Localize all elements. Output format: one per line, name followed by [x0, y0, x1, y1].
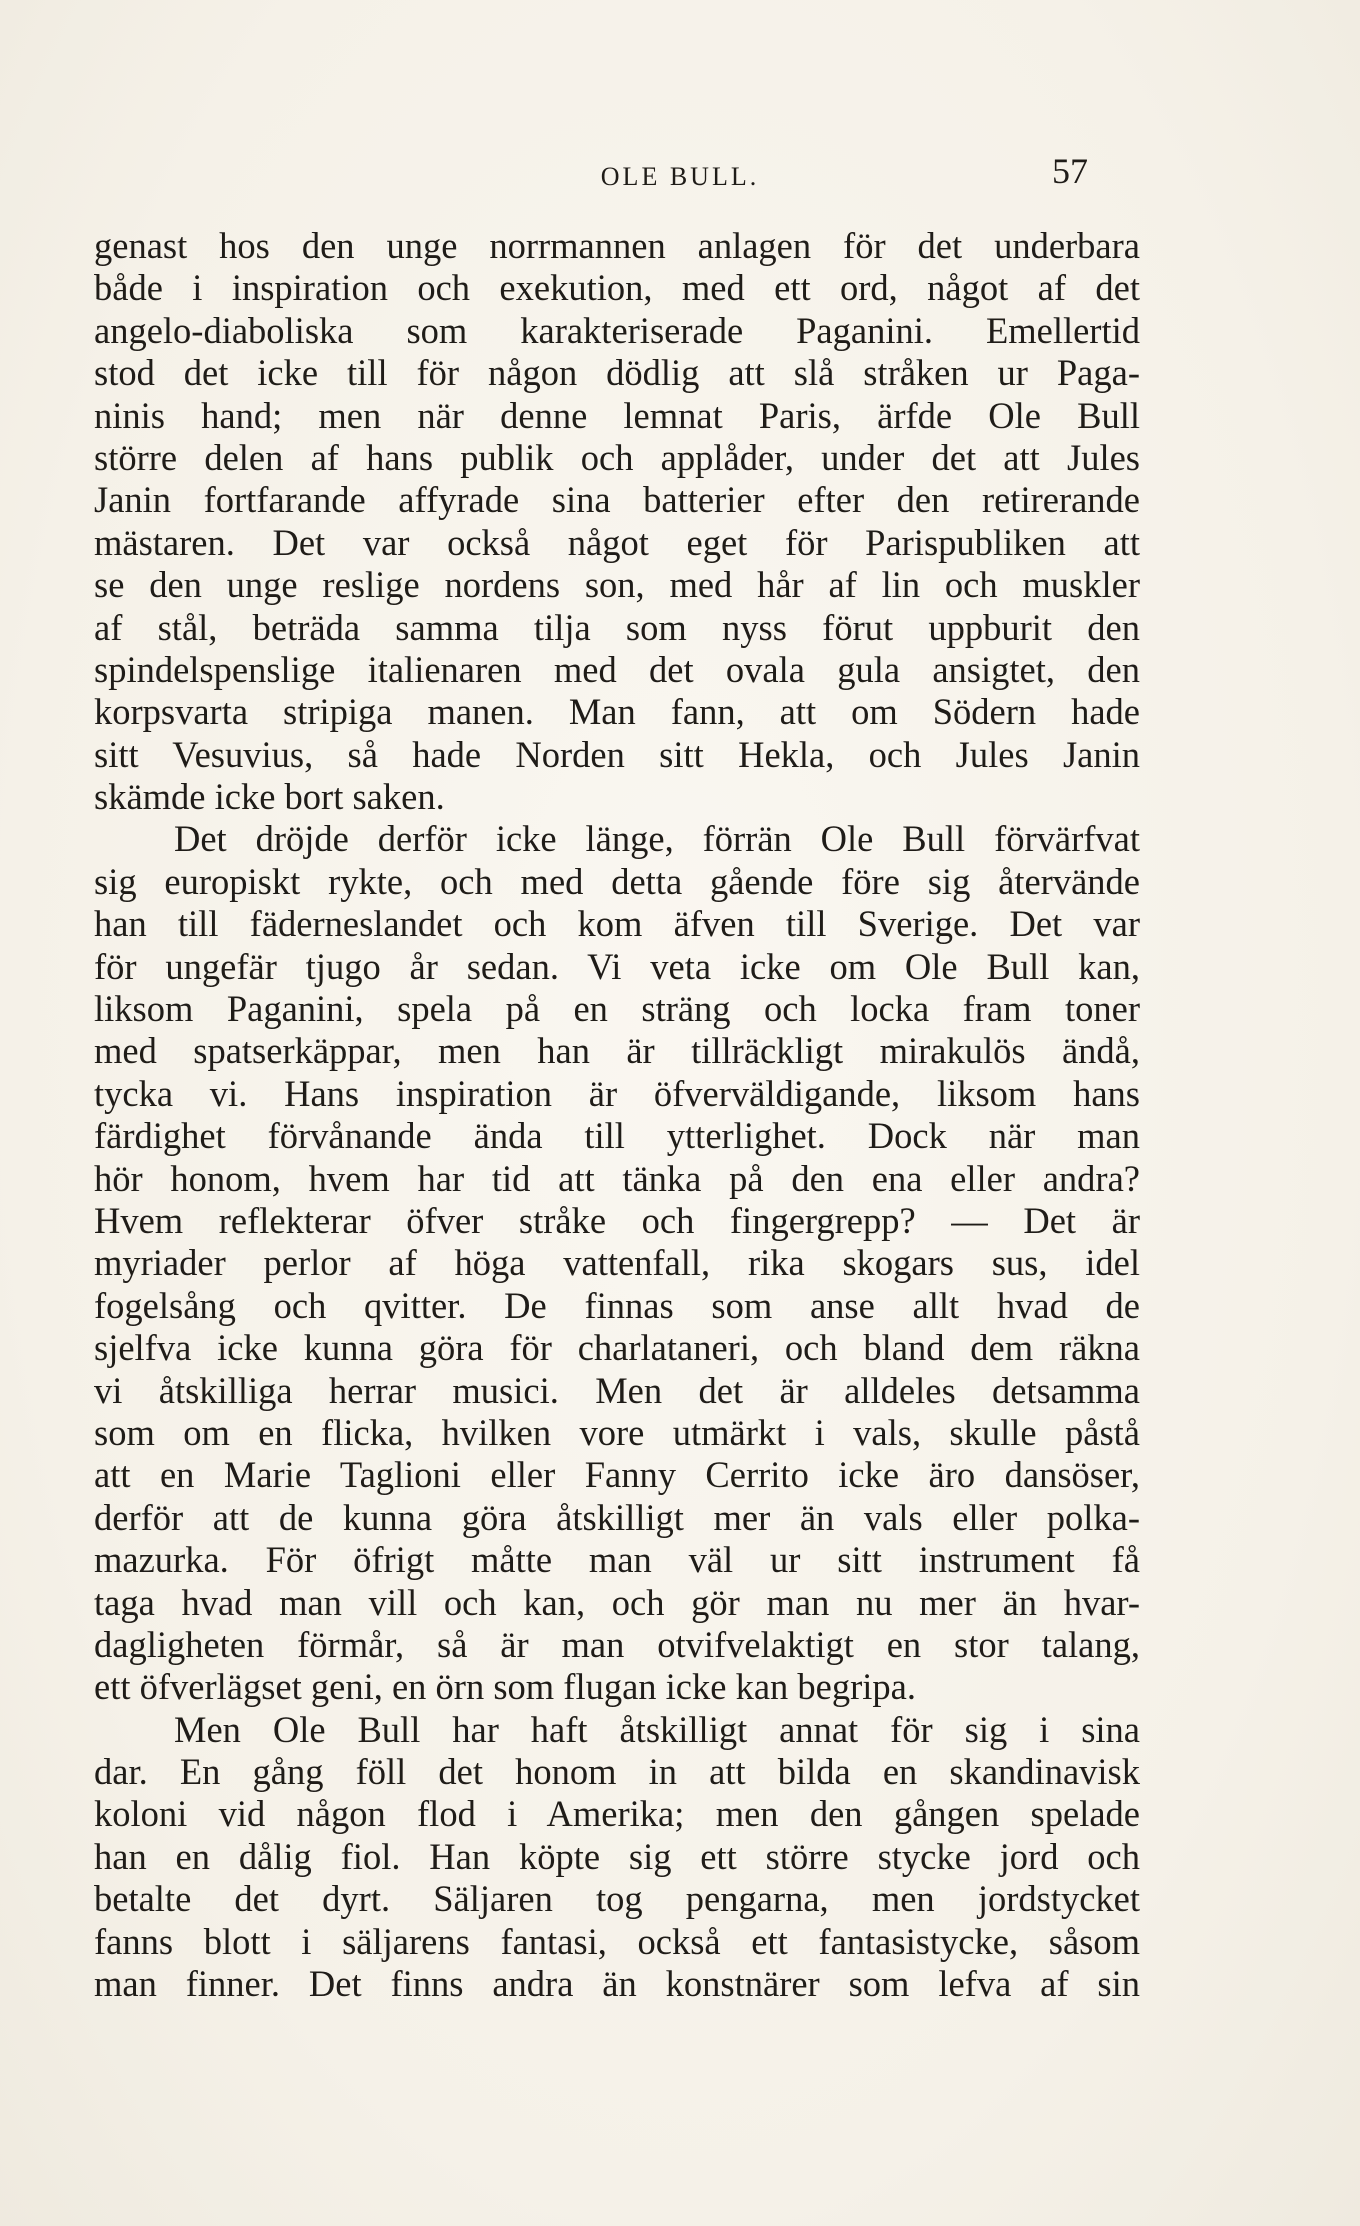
text-line: betalte det dyrt. Säljaren tog pengarna, men jordstycket	[94, 1878, 1140, 1920]
text-line: korpsvarta stripiga manen. Man fann, att om Södern hade	[94, 691, 1140, 733]
text-line: vi åtskilliga herrar musici. Men det är alldeles detsamma	[94, 1369, 1140, 1411]
text-line: liksom Paganini, spela på en sträng och locka fram toner	[94, 988, 1140, 1030]
running-head	[0, 150, 1360, 200]
text-line: koloni vid någon flod i Amerika; men den gången spelade	[94, 1793, 1140, 1835]
text-line: för ungefär tjugo år sedan. Vi veta icke om Ole Bull kan,	[94, 945, 1140, 987]
text-line: dagligheten förmår, så är man otvifvelaktigt en stor talang,	[94, 1623, 1140, 1665]
text-line: han till fäderneslandet och kom äfven till Sverige. Det var	[94, 903, 1140, 945]
text-line: man finner. Det finns andra än konstnärer som lefva af sin	[94, 1963, 1140, 2005]
text-line: mästaren. Det var också något eget för Parispubliken att	[94, 521, 1140, 563]
text-line: Hvem reflekterar öfver stråke och fingergrepp? — Det är	[94, 1199, 1140, 1241]
text-line: att en Marie Taglioni eller Fanny Cerrito icke äro dansöser,	[94, 1454, 1140, 1496]
text-line: tycka vi. Hans inspiration är öfverväldigande, liksom hans	[94, 1072, 1140, 1114]
text-line: af stål, beträda samma tilja som nyss förut uppburit den	[94, 606, 1140, 648]
text-line: genast hos den unge norrmannen anlagen för det underbara	[94, 225, 1140, 266]
text-line: se den unge reslige nordens son, med hår af lin och muskler	[94, 564, 1140, 606]
text-line: mazurka. För öfrigt måtte man väl ur sitt instrument få	[94, 1539, 1140, 1581]
running-title: OLE BULL.	[600, 162, 760, 191]
text-line: myriader perlor af höga vattenfall, rika skogars sus, idel	[94, 1242, 1140, 1284]
text-line: sjelfva icke kunna göra för charlataneri, och bland dem räkna	[94, 1327, 1140, 1369]
text-line: färdighet förvånande ända till ytterlighet. Dock när man	[94, 1115, 1140, 1157]
text-line: angelo-diaboliska som karakteriserade Paganini. Emellertid	[94, 309, 1140, 351]
paragraph-end-line: ett öfverlägset geni, en örn som flugan icke kan begripa.	[94, 1666, 916, 1708]
text-line: spindelspenslige italienaren med det ovala gula ansigtet, den	[94, 648, 1140, 690]
text-line: han en dålig fiol. Han köpte sig ett större stycke jord och	[94, 1835, 1140, 1877]
text-line: fanns blott i säljarens fantasi, också ett fantasistycke, såsom	[94, 1920, 1140, 1962]
paragraph-start-line: Men Ole Bull har haft åtskilligt annat för sig i sina	[174, 1708, 1140, 1750]
text-line: stod det icke till för någon dödlig att slå stråken ur Paga-	[94, 352, 1140, 394]
paragraph-end-line: skämde icke bort saken.	[94, 776, 445, 818]
paragraph-start-line: Det dröjde derför icke länge, förrän Ole Bull förvärfvat	[174, 818, 1140, 860]
text-line: derför att de kunna göra åtskilligt mer än vals eller polka-	[94, 1496, 1140, 1538]
text-line: både i inspiration och exekution, med ett ord, något af det	[94, 267, 1140, 309]
text-line: som om en flicka, hvilken vore utmärkt i vals, skulle påstå	[94, 1411, 1140, 1453]
text-line: sig europiskt rykte, och med detta gående före sig återvände	[94, 860, 1140, 902]
text-line: med spatserkäppar, men han är tillräckligt mirakulös ändå,	[94, 1030, 1140, 1072]
text-line: hör honom, hvem har tid att tänka på den ena eller andra?	[94, 1157, 1140, 1199]
text-line: ninis hand; men när denne lemnat Paris, ärfde Ole Bull	[94, 394, 1140, 436]
body-text	[94, 225, 1140, 2005]
text-line: dar. En gång föll det honom in att bilda en skandinavisk	[94, 1751, 1140, 1793]
text-line: sitt Vesuvius, så hade Norden sitt Hekla, och Jules Janin	[94, 733, 1140, 775]
text-line: Janin fortfarande affyrade sina batterier efter den retirerande	[94, 479, 1140, 521]
text-line: fogelsång och qvitter. De finnas som anse allt hvad de	[94, 1284, 1140, 1326]
text-line: taga hvad man vill och kan, och gör man nu mer än hvar-	[94, 1581, 1140, 1623]
text-line: större delen af hans publik och applåder, under det att Jules	[94, 436, 1140, 478]
page-number: 57	[1052, 151, 1088, 191]
